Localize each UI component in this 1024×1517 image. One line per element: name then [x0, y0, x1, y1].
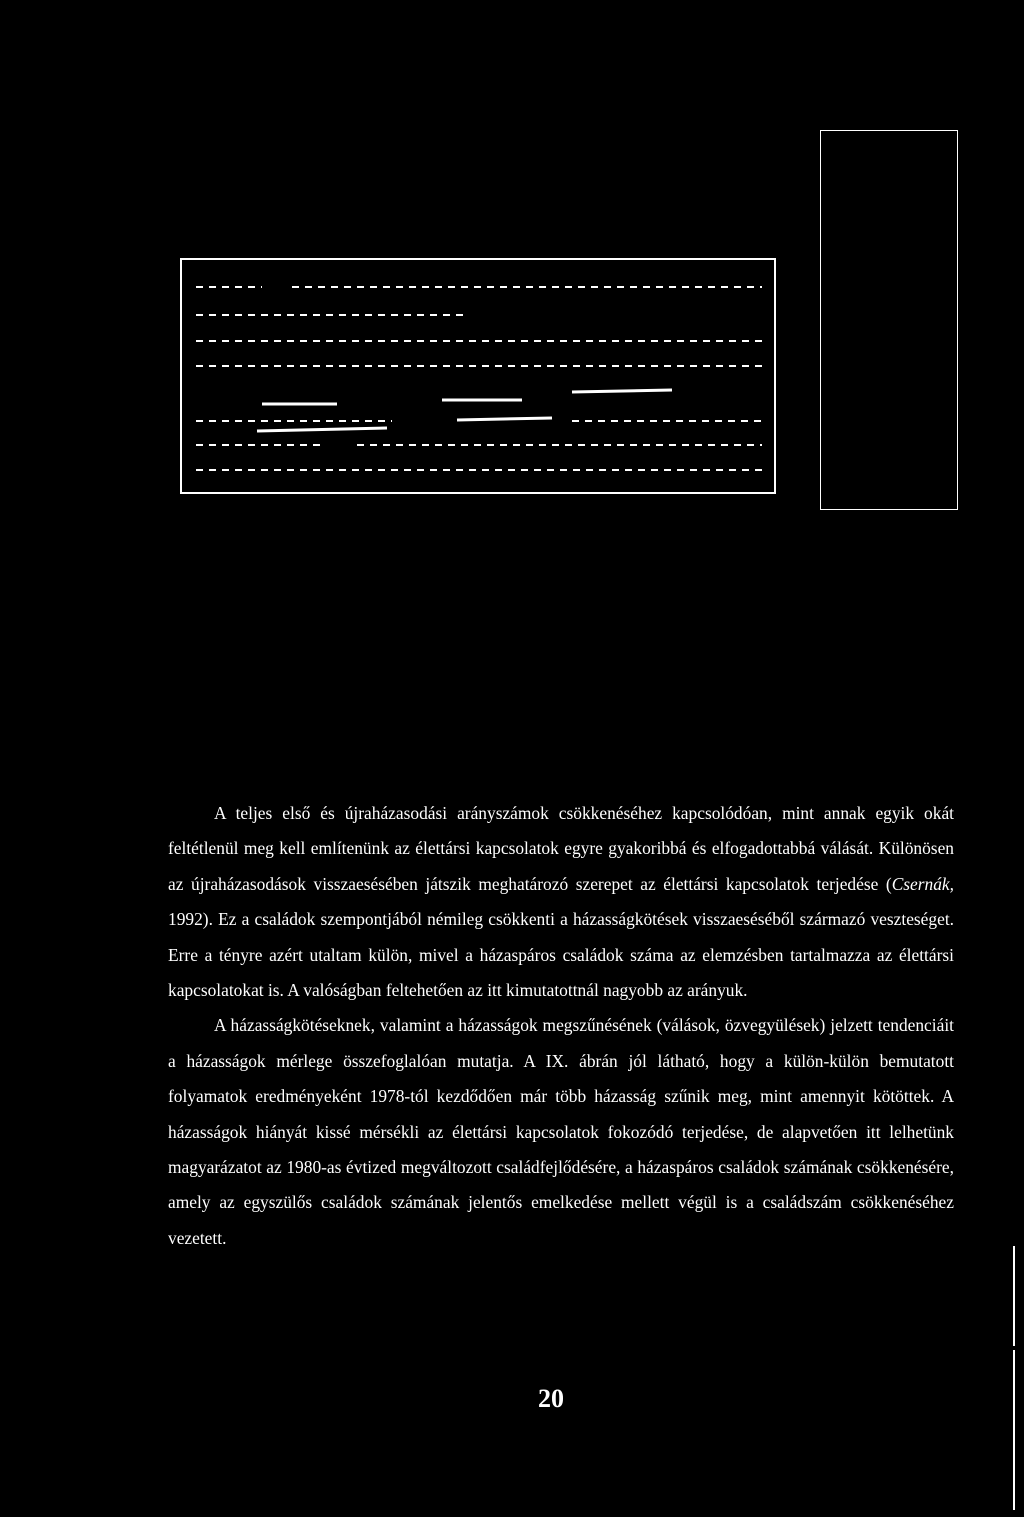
paragraph-1 — [168, 796, 954, 1008]
paragraph-1-part-2: 1992). Ez a családok szempontjából némileg csökkenti a házasságkötések visszaeséséből származó veszteséget. Erre a tényre azért utaltam külön, mivel a házaspáros családok száma az elemzésben tartalmazza az élettársi kapcsolatokat is. A valóságban feltehetően az itt kimutatottnál nagyobb az arányuk. — [168, 909, 954, 1001]
paragraph-2: A házasságkötéseknek, valamint a házasságok megszűnésének (válások, özvegyülések) jelzett tendenciáit a házasságok mérlege összefoglalóan mutatja. A IX. ábrán jól látható, hogy a külön-külön bemutatott folyamatok eredményeként 1978-tól kezdődően már több házasság szűnik meg, mint amennyit kötöttek. A házasságok hiányát kissé mérsékli az élettársi kapcsolatok fokozódó terjedése, de alapvetően itt lelhetünk magyarázatot az 1980-as évtized megváltozott családfejlődésére, a házaspáros családok számának csökkenésére, amely az egyszülős családok számának jelentős emelkedése mellett végül is a családszám csökkenéséhez vezetett. — [168, 1015, 954, 1248]
page-number: 20 — [538, 1384, 564, 1413]
paragraph-1-part-1: A teljes első és újraházasodási arányszámok csökkenéséhez kapcsolódóan, mint annak egyik okát feltétlenül meg kell említenünk az élettársi kapcsolatok egyre gyakoribbá és elfogadottabbá válását. Különösen az újraházasodások visszaesésében játszik meghatározó szerepet az élettársi kapcsolatok terjedése ( — [168, 803, 954, 894]
figure-dashed-lines — [182, 260, 778, 496]
citation-author: Csernák, — [891, 873, 954, 894]
body-text — [168, 796, 954, 1256]
figure-frame — [180, 258, 776, 494]
edge-line-2 — [1013, 1350, 1015, 1510]
side-box — [820, 130, 958, 510]
edge-line-1 — [1013, 1246, 1015, 1346]
